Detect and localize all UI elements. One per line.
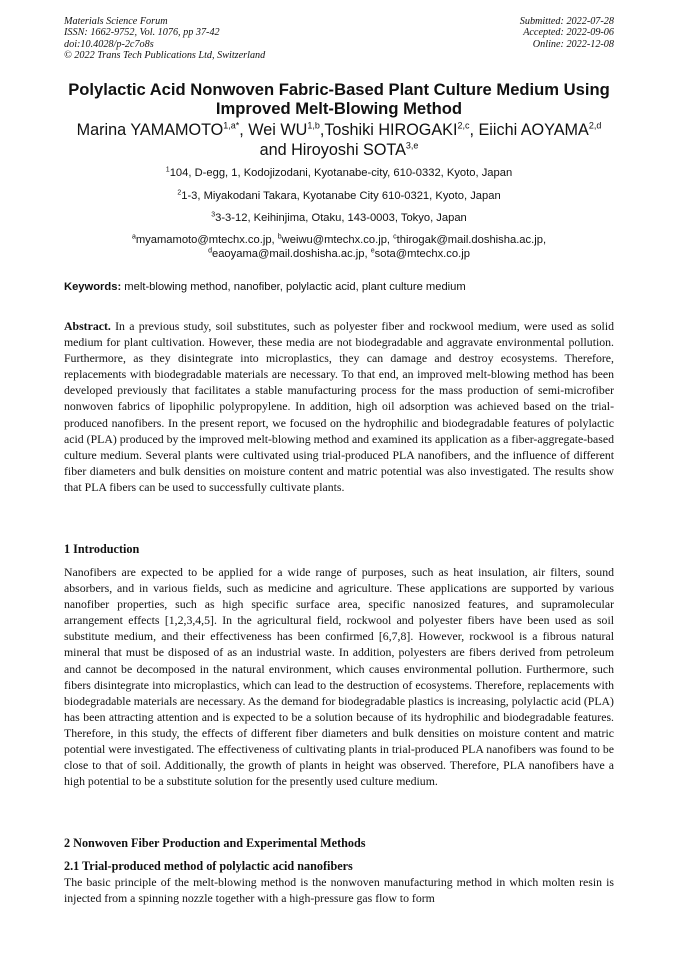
author-name: Marina YAMAMOTO [76,121,224,139]
author-list [40,121,638,160]
keywords-label: Keywords: [64,281,122,293]
author-line-1 [40,121,638,141]
author-affiliation-mark: 1,a* [223,120,240,131]
keywords-line [64,281,624,294]
affiliation-mark: 3 [211,211,216,219]
accepted-date: Accepted: 2022-09-06 [523,27,614,39]
submitted-date: Submitted: 2022-07-28 [519,16,614,27]
abstract-label: Abstract. [64,319,111,333]
abstract-text: In a previous study, soil substitutes, such as polyester fiber and rockwool medium, were used as solid medium for plant cultivation. However, these media are not biodegradable and aggravate environmental pollution. Furthermore, as they disintegrate into microplastics, they can damage and destroy ecosystems. Therefore, replacements with biodegradable materials are necessary. To that end, an improved melt-blowing method has been developed previously that facilitates a stable manufacturing process for the mass production of semi-microfiber nonwoven fabrics of lipophilic polypropylene. In addition, high oil adsorption was achieved based on the trial-produced nanofibers. In the present report, we focused on the hydrophilic and biodegradable features of polylactic acid (PLA) produced by the improved melt-blowing method and examined its application as a fiber-aggregate-based culture medium. Several plants were cultivated using trial-produced PLA nanofibers, and the influence of different fiber diameters and bulk densities on moisture content and matric potential was also investigated. The results show that PLA fibers can be used to successfully cultivate plants. [64,319,614,494]
author-name: , Wei WU [239,121,308,139]
online-date: Online: 2022-12-08 [532,38,614,50]
section-1-heading: 1 Introduction [64,542,140,556]
affiliation-3 [40,212,638,225]
email-address[interactable]: weiwu@mtechx.co.jp, [281,234,394,246]
subsection-2-1-heading: 2.1 Trial-produced method of polylactic acid nanofibers [64,859,353,873]
title-line-2: Improved Melt-Blowing Method [215,99,463,118]
author-affiliation-mark: 2,c [457,120,470,131]
affiliation-text: 1-3, Miyakodani Takara, Kyotanabe City 610-0321, Kyoto, Japan [181,190,501,202]
email-address[interactable]: eaoyama@mail.doshisha.ac.jp, [211,248,371,260]
email-mark: e [370,247,375,255]
journal-header-right [520,16,614,50]
affiliation-1 [40,167,638,180]
affiliation-text: 104, D-egg, 1, Kodojizodani, Kyotanabe-city, 610-0332, Kyoto, Japan [169,167,513,179]
title-line-1: Polylactic Acid Nonwoven Fabric-Based Plant Culture Medium Using [68,80,610,99]
section-2-heading: 2 Nonwoven Fiber Production and Experimental Methods [64,836,366,850]
journal-name: Materials Science Forum [64,16,168,27]
email-line-2 [40,248,638,261]
abstract-paragraph [64,318,614,495]
journal-header-left [64,16,265,62]
email-address[interactable]: sota@mtechx.co.jp [374,248,470,260]
author-name: and Hiroyoshi SOTA [259,140,406,159]
author-name: ,Toshiki HIROGAKI [319,121,458,139]
email-mark: d [208,247,212,255]
issn-line: ISSN: 1662-9752, Vol. 1076, pp 37-42 [64,27,220,39]
affiliation-mark: 1 [165,166,170,174]
email-mark: b [277,233,282,241]
author-name: , Eiichi AOYAMA [469,121,589,139]
affiliation-mark: 2 [177,189,182,197]
email-line-1 [40,234,638,247]
copyright-line: © 2022 Trans Tech Publications Ltd, Switzerland [64,50,266,62]
author-affiliation-mark: 2,d [588,120,602,131]
section-2-1-paragraph: The basic principle of the melt-blowing method is the nonwoven manufacturing method in which molten resin is injected from a spinning nozzle together with a high-pressure gas flow to form [64,875,614,906]
email-mark: a [131,233,136,241]
email-address[interactable]: myamamoto@mtechx.co.jp, [135,234,278,246]
doi-line: doi:10.4028/p-2c7o8s [64,38,154,50]
affiliation-text: 3-3-12, Keihinjima, Otaku, 143-0003, Tokyo, Japan [215,212,467,224]
email-address[interactable]: thirogak@mail.doshisha.ac.jp, [396,234,547,246]
affiliation-2 [40,190,638,203]
author-line-2 [40,141,638,161]
author-affiliation-mark: 3,e [405,140,419,151]
author-affiliation-mark: 1,b [307,120,320,131]
introduction-paragraph: Nanofibers are expected to be applied for a wide range of purposes, such as heat insulation, air filters, sound absorbers, and in various fields, such as medicine and agriculture. These applications are supported by various nanofiber properties, such as high specific surface area, specific nanosized features, and supramolecular arrangement effects [1,2,3,4,5]. In the agricultural field, rockwool and polyester fibers have been used as soil substitute medium, and their effectiveness has been confirmed [6,7,8]. However, rockwool is a fibrous natural mineral that must be disposed of as an industrial waste. In addition, polyesters are fibers derived from petroleum and cannot be decomposed in the natural environment, which causes environmental pollution. Furthermore, such fibers disintegrate into microplastics, which can lead to the destruction of ecosystems. Therefore, replacements with biodegradable materials are necessary. As the demand for biodegradable plastics is increasing, polylactic acid (PLA) has been attracting attention and is expected to be a solution because of its hydrophilic and biodegradable features. Therefore, in this study, the effects of different fiber diameters and bulk densities on moisture content and matric potential were investigated. The effectiveness of cultivating plants in trial-produced PLA nanofibers was found to be close to that of soil. Additionally, the growth of plants in height was observed. Therefore, PLA nanofibers have a high potential to be a substitute solution for the presently used culture medium. [64,565,614,789]
email-mark: c [393,233,397,241]
paper-title [40,80,638,118]
keywords-text: melt-blowing method, nanofiber, polylactic acid, plant culture medium [121,281,466,293]
